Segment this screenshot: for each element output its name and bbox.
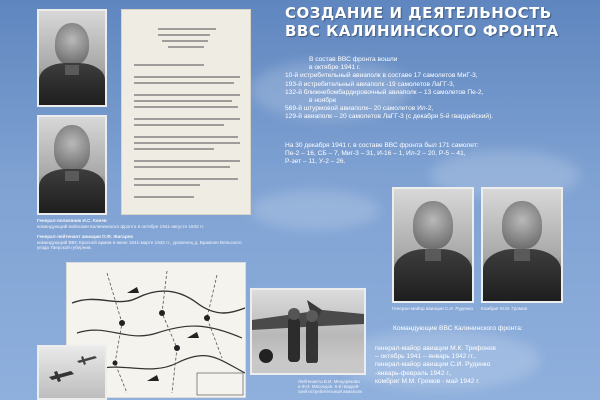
caption-konev-name: Генерал-полковник И.С. Конев [37, 218, 107, 223]
page-title-line-2: ВВС КАЛИНИНСКОГО ФРОНТА [285, 22, 559, 40]
caption-pilots-3: ский истребительный авиаполк [298, 389, 362, 395]
caption-rudenko: Генерал-майор авиации С.И. Руденко [392, 306, 474, 311]
caption-gromov: Комбриг М.М. Громов [481, 306, 528, 311]
caption-zhigarev-role-2: уезда Тверской губернии. [37, 245, 92, 250]
caption-pilots-1: Лейтенанты В.И. Мещерякова [298, 379, 360, 384]
commander-line: генерал-майор авиации С.И. Руденко [375, 361, 491, 369]
portrait-konev [37, 9, 107, 107]
photo-pilots-aircraft [250, 288, 366, 375]
sky-cloud [250, 190, 380, 230]
composition-line: в ноябре [309, 97, 337, 105]
page-title-line-1: СОЗДАНИЕ И ДЕЯТЕЛЬНОСТЬ [285, 4, 552, 22]
caption-pilots [298, 379, 373, 395]
composition-december [285, 142, 590, 167]
commanders-heading: Командующие ВВС Калининского фронта: [393, 325, 523, 332]
composition-dec-line: На 30 декабря 1941 г. в составе ВВС фронта был 171 самолет: [285, 142, 479, 149]
photo-aircraft-flight [37, 345, 107, 400]
composition-dec-line: Пе-2 – 16, СБ – 7, Миг-3 – 31, И-16 – 1, Ил-2 – 20, Р-5 – 41, [285, 150, 466, 158]
commanders-list [375, 345, 595, 386]
commander-line: генерал-майор авиации М.К. Трифонов [375, 345, 496, 352]
commander-line: -январь-февраль 1942 г., [375, 369, 452, 377]
caption-zhigarev [37, 234, 252, 251]
composition-line: 132-й ближнебомбардировочный авиаполк – 13 самолетов Пе-2, [285, 88, 484, 96]
portrait-gromov [481, 187, 563, 303]
composition-line: в октябре 1941 г. [309, 64, 361, 72]
archival-document [121, 9, 251, 215]
composition-line: 129-й авиаполк – 20 самолетов ЛаГГ-3 (с декабря 5-й гвардейский). [285, 113, 494, 121]
caption-zhigarev-role: командующий ВВС Красной армии в июне 1941-марте 1942 гг., уроженец д. Бражное Вельского [37, 239, 242, 245]
composition-line: В состав ВВС фронта вошли [309, 56, 398, 63]
composition-line: 193-й истребительный авиаполк -19 самолетов ЛаГГ-3, [285, 80, 455, 88]
portrait-zhigarev [37, 115, 107, 215]
composition-line: 10-й истребительный авиаполк в составе 17 самолетов МиГ-3, [285, 72, 478, 80]
pilots-scene [252, 290, 364, 373]
composition-october [285, 56, 590, 122]
caption-zhigarev-name: Генерал-лейтенант авиации П.Ф. Жигарев [37, 234, 133, 239]
aircraft-silhouettes [39, 347, 105, 398]
caption-konev [37, 218, 252, 229]
caption-konev-role: командующий войсками Калининского фронта в октябре 1941-августе 1942 гг. [37, 223, 205, 229]
page-title [285, 4, 590, 40]
composition-line: 569-й штурмовой авиаполк– 20 самолетов Ил-2, [285, 105, 434, 113]
commander-line: – октябрь 1941 – январь 1942 гг., [375, 353, 476, 361]
caption-pilots-2: и Ф.И. Мясоедов. 5-й гвардей- [298, 384, 360, 390]
commander-line: комбриг М.М. Громов - май 1942 г. [375, 377, 480, 385]
portrait-rudenko [392, 187, 474, 303]
composition-dec-line: Р-зет – 11, У-2 – 26. [285, 158, 346, 166]
